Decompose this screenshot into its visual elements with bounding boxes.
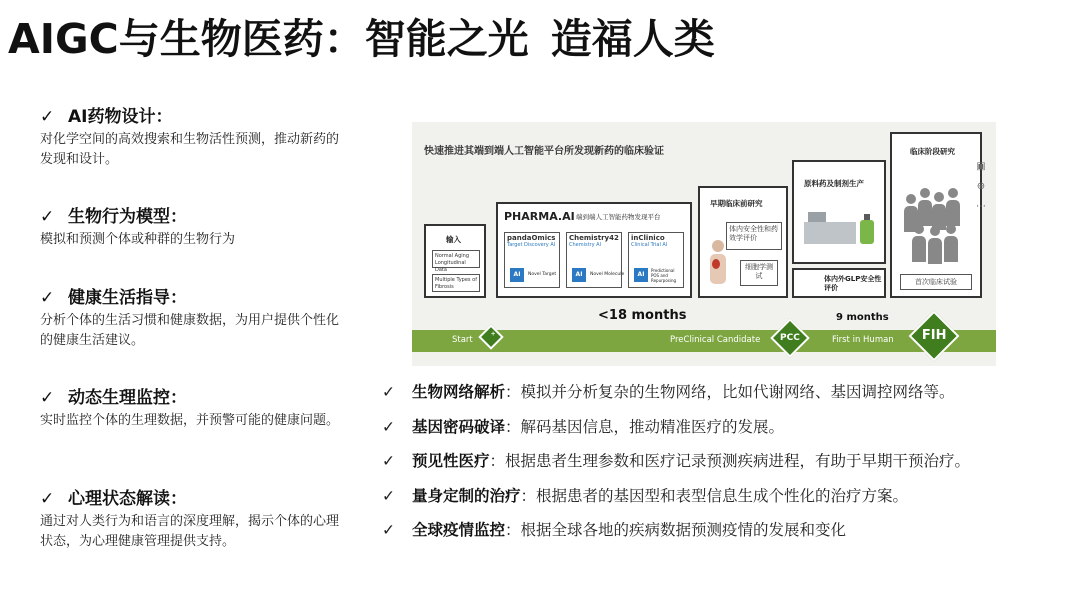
right-item-predictive-medicine: [382, 451, 1072, 471]
predictional-label: Predictional POS and Repurposing: [651, 268, 677, 283]
input-data-normal-aging: Normal Aging Longitudinal Data: [432, 250, 480, 268]
figure-caption: 快速推进其端到端人工智能平台所发现新药的临床验证: [424, 146, 664, 157]
right-item-text: ：解码基因信息，推动精准医疗的发展。: [505, 417, 785, 436]
right-item-text: ：根据患者生理参数和医疗记录预测疾病进程，有助于早期干预治疗。: [489, 452, 971, 470]
left-item-desc: 分析个体的生活习惯和健康数据，为用户提供个性化的健康生活建议。: [40, 313, 340, 348]
novel-target-label: Novel Target: [528, 272, 557, 277]
inclinico-sub: Clinical Trial AI: [631, 242, 668, 248]
right-item-title: 量身定制的治疗: [412, 486, 521, 505]
more-icon[interactable]: ⋯: [976, 201, 986, 212]
glp-box: [792, 268, 886, 298]
pandaomics-label: pandaOmics: [507, 234, 556, 242]
right-item-title: 生物网络解析: [412, 383, 506, 401]
preclinical-title: 早期临床前研究: [710, 199, 763, 208]
right-list: [382, 382, 1072, 555]
check-icon: ✓: [382, 383, 395, 401]
left-item-desc: 对化学空间的高效搜索和生物活性预测，推动新药的发现和设计。: [40, 132, 340, 167]
clinical-box: [890, 132, 982, 298]
check-icon: ✓: [40, 288, 55, 308]
chemistry42-sub: Chemistry AI: [569, 242, 602, 248]
left-item-ai-drug-design: [40, 105, 350, 170]
check-icon: ✓: [40, 388, 55, 408]
check-icon: ✓: [382, 452, 395, 470]
pandaomics-sub: Target Discovery AI: [507, 242, 556, 248]
person-icon: [944, 224, 958, 262]
check-icon: ✓: [40, 207, 55, 227]
start-label: Start: [452, 335, 473, 345]
figure-toolbar: [974, 160, 990, 220]
left-item-head: 心理状态解读：: [68, 489, 187, 509]
left-item-head: 生物行为模型：: [68, 207, 187, 227]
manufacture-box: [792, 160, 886, 264]
glp-label: 体内外GLP安全性评价: [824, 275, 882, 292]
left-item-desc: 实时监控个体的生理数据，并预警可能的健康问题。: [40, 413, 340, 428]
clinical-title: 临床阶段研究: [910, 147, 955, 156]
chemistry42-label: Chemistry42: [569, 234, 619, 242]
image-tool-icon[interactable]: ▣: [976, 161, 986, 172]
check-icon: ✓: [40, 107, 55, 127]
check-icon: ✓: [382, 486, 395, 505]
left-item-health-life: [40, 286, 350, 351]
ai-chip: AI: [634, 268, 648, 282]
manufacture-title: 原料药及制剂生产: [804, 179, 864, 188]
inclinico-label: inClinico: [631, 234, 665, 242]
right-item-text: ：根据全球各地的疾病数据预测疫情的发展和变化: [505, 521, 847, 539]
zoom-icon[interactable]: ⊕: [976, 181, 986, 192]
preclinical-candidate-label: PreClinical Candidate: [670, 335, 761, 345]
left-item-bio-behavior: [40, 205, 350, 250]
input-data-fibrosis: Multiple Types of Fibrosis: [432, 274, 480, 292]
right-item-bio-network: [382, 382, 1072, 402]
title-part-2: 造福人类: [550, 15, 715, 63]
right-item-gene-code: [382, 417, 1072, 437]
preclinical-box: [698, 186, 788, 298]
pcc-label: PCC: [780, 333, 800, 343]
check-icon: ✓: [40, 489, 55, 509]
input-label: 输入: [446, 235, 461, 244]
left-item-desc: 模拟和预测个体或种群的生物行为: [40, 232, 236, 247]
left-item-head: AI药物设计：: [68, 107, 173, 127]
ai-chip: AI: [572, 268, 586, 282]
human-body-icon: [704, 238, 732, 286]
left-item-head: 动态生理监控：: [68, 388, 187, 408]
input-box: [424, 224, 486, 298]
right-item-title: 预见性医疗: [412, 452, 490, 470]
novel-molecule-label: Novel Molecule: [590, 272, 625, 277]
pharma-ai-figure: [412, 122, 996, 366]
pharma-ai-subtitle: 端到端人工智能药物发现平台: [576, 213, 661, 221]
left-item-desc: 通过对人类行为和语言的深度理解，揭示个体的心理状态，为心理健康管理提供支持。: [40, 514, 340, 549]
left-item-head: 健康生活指导：: [68, 288, 187, 308]
first-trial-label: 首次临床试验: [900, 274, 972, 290]
fih-badge: [909, 311, 960, 362]
right-item-text: ：模拟并分析复杂的生物网络，比如代谢网络、基因调控网络等。: [505, 383, 955, 401]
ai-chip: AI: [510, 268, 524, 282]
left-item-physio-monitor: [40, 386, 350, 431]
title-part-1: AIGC与生物医药：智能之光: [8, 15, 529, 63]
person-icon: [918, 188, 932, 226]
page-title: [8, 6, 715, 65]
person-icon: [928, 226, 942, 264]
person-icon: [912, 224, 926, 262]
right-item-title: 基因密码破译: [412, 417, 506, 436]
start-badge: +: [478, 324, 503, 349]
right-item-epidemic-monitor: [382, 520, 1072, 540]
factory-icon: [802, 202, 880, 258]
check-icon: ✓: [382, 417, 395, 436]
first-in-human-label: First in Human: [832, 335, 894, 345]
person-icon: [946, 188, 960, 226]
fih-label: FIH: [921, 327, 947, 343]
check-icon: ✓: [382, 521, 395, 539]
months-18: <18 months: [598, 308, 687, 323]
preclinical-safety: 体内安全性和药效学评价: [726, 222, 782, 250]
preclinical-cell-test: 细胞学测试: [740, 260, 778, 286]
pharma-ai-box: [496, 202, 692, 298]
right-item-title: 全球疫情监控: [412, 521, 506, 539]
months-9: 9 months: [836, 312, 889, 323]
pharma-ai-title: PHARMA.AI: [504, 210, 575, 223]
left-item-psych-state: [40, 487, 350, 552]
right-item-custom-treatment: [382, 486, 1072, 506]
right-item-text: ：根据患者的基因型和表型信息生成个性化的治疗方案。: [520, 486, 909, 505]
